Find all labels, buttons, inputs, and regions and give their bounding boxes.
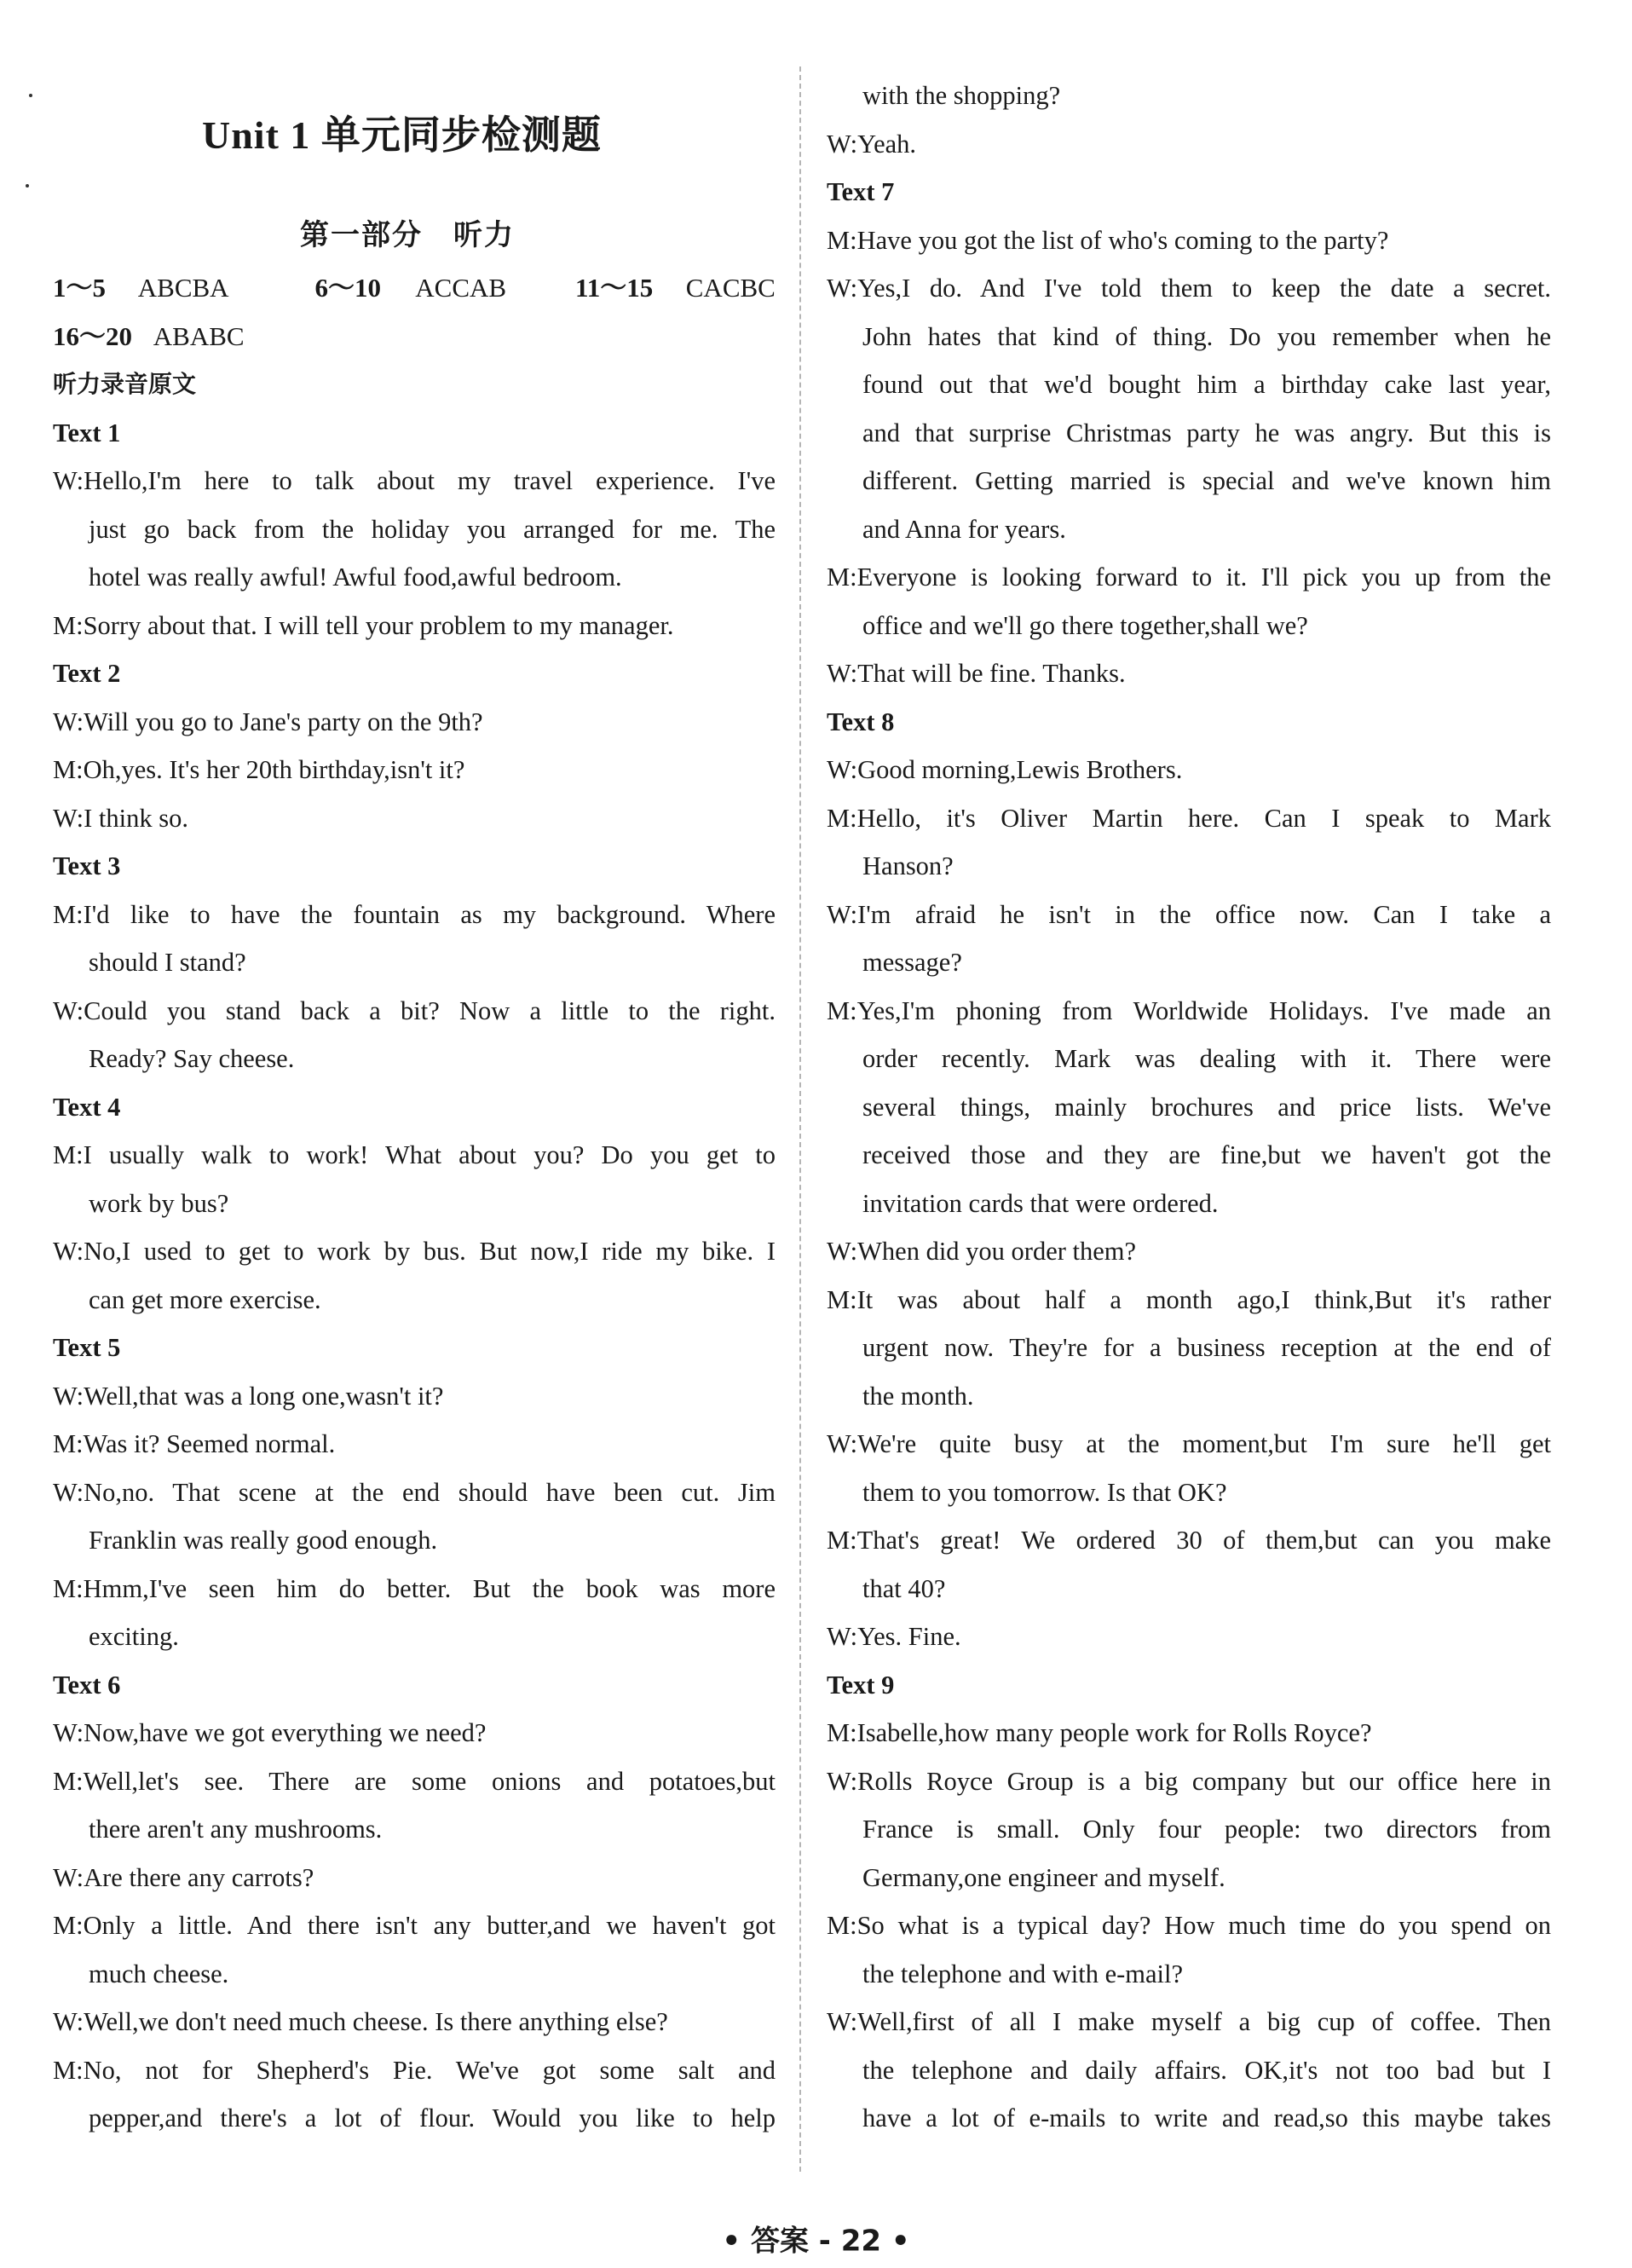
transcript-line: W:Will you go to Jane's party on the 9th?: [53, 707, 483, 736]
transcript-line: M:Oh,yes. It's her 20th birthday,isn't it?: [53, 755, 465, 784]
answer-value: ABCBA: [137, 273, 229, 303]
transcript-line: W:That will be fine. Thanks.: [827, 659, 1126, 688]
transcript-line: have a lot of e-mails to write and read,so this maybe takes: [862, 2104, 1551, 2132]
transcript-line: W:Now,have we got everything we need?: [53, 1718, 487, 1747]
answer-label: 6～10: [314, 273, 381, 303]
page-title: Unit 1 单元同步检测题: [202, 113, 602, 157]
answer-label: 11～15: [575, 273, 654, 303]
transcript-line: W:Good morning,Lewis Brothers.: [827, 755, 1183, 784]
right-transcript: [827, 72, 1551, 2143]
left-column: [53, 0, 776, 2199]
transcript-line: the month.: [862, 1381, 974, 1411]
transcript-line: much cheese.: [89, 1959, 229, 1988]
right-column: [827, 0, 1551, 2199]
transcript-line: should I stand?: [89, 948, 246, 977]
answer-row: [53, 264, 776, 313]
transcript-line: Hanson?: [862, 851, 954, 880]
answer-label: 16～20: [53, 320, 132, 351]
transcript-line: found out that we'd bought him a birthday cake last year,: [862, 370, 1551, 399]
transcript-line: M:It was about half a month ago,I think,But it's rather: [827, 1284, 1551, 1314]
transcript-line: invitation cards that were ordered.: [862, 1188, 1219, 1218]
transcript-line: W:Could you stand back a bit? Now a little to the right.: [53, 995, 776, 1025]
transcript-line: W:Well,we don't need much cheese. Is there anything else?: [53, 2007, 668, 2036]
transcript-line: W:Well,first of all I make myself a big cup of coffee. Then: [827, 2007, 1551, 2036]
transcript-line: several things, mainly brochures and price lists. We've: [862, 1092, 1551, 1122]
left-transcript: [53, 409, 776, 2143]
transcript-line: W:When did you order them?: [827, 1237, 1137, 1266]
transcript-line: received those and they are fine,but we haven't got the: [862, 1140, 1551, 1169]
answer-value: ABABC: [153, 320, 245, 351]
transcript-line: there aren't any mushrooms.: [89, 1815, 383, 1844]
transcript-line: message?: [862, 948, 962, 977]
transcript-line: that 40?: [862, 1573, 946, 1603]
transcript-line: just go back from the holiday you arranged for me. The: [89, 514, 776, 544]
transcript-line: Germany,one engineer and myself.: [862, 1862, 1225, 1892]
transcript-line: Franklin was really good enough.: [89, 1526, 438, 1555]
text-heading: Text 2: [53, 659, 121, 688]
transcript-line: office and we'll go there together,shall we?: [862, 610, 1308, 640]
transcript-line: W:Yes. Fine.: [827, 1622, 961, 1651]
transcript-line: France is small. Only four people: two directors from: [862, 1815, 1551, 1844]
transcript-line: M:Was it? Seemed normal.: [53, 1429, 336, 1458]
text-heading: Text 8: [827, 707, 895, 736]
text-heading: Text 6: [53, 1670, 121, 1700]
transcript-line: M:Hmm,I've seen him do better. But the book was more: [53, 1573, 776, 1603]
transcript-line: M:I'd like to have the fountain as my background. Where: [53, 899, 776, 929]
transcript-line: W:I'm afraid he isn't in the office now. Can I take a: [827, 899, 1551, 929]
answer-label: 1～5: [53, 273, 106, 303]
right-lines: [827, 72, 1551, 2143]
transcript-line: the telephone and daily affairs. OK,it's not too bad but I: [862, 2055, 1551, 2085]
transcript-line: M:Have you got the list of who's coming to the party?: [827, 225, 1389, 255]
transcript-line: W:We're quite busy at the moment,but I'm sure he'll get: [827, 1429, 1551, 1458]
text-heading: Text 4: [53, 1092, 121, 1122]
transcript-line: M:Yes,I'm phoning from Worldwide Holidays. I've made an: [827, 995, 1551, 1025]
text-heading: Text 1: [53, 418, 121, 447]
left-lines: [53, 264, 776, 2143]
transcript-line: pepper,and there's a lot of flour. Would you like to help: [89, 2104, 776, 2132]
transcript-line: W:No,no. That scene at the end should have been cut. Jim: [53, 1477, 776, 1507]
transcript-line: M:Sorry about that. I will tell your problem to my manager.: [53, 610, 674, 640]
transcript-line: M:No, not for Shepherd's Pie. We've got some salt and: [53, 2055, 776, 2085]
transcript-line: hotel was really awful! Awful food,awful bedroom.: [89, 563, 622, 592]
answer-value: ACCAB: [415, 273, 507, 303]
page-mark: [26, 184, 29, 188]
transcript-line: them to you tomorrow. Is that OK?: [862, 1477, 1227, 1507]
transcript-line: work by bus?: [89, 1188, 229, 1218]
transcript-line: W:Well,that was a long one,wasn't it?: [53, 1381, 444, 1411]
text-heading: Text 3: [53, 851, 121, 880]
transcript-line: W:Are there any carrots?: [53, 1862, 314, 1892]
page-number: • 答案 - 22 •: [722, 2224, 910, 2259]
transcript-heading: 听力录音原文: [53, 370, 197, 398]
transcript-line: W:Rolls Royce Group is a big company but our office here in: [827, 1766, 1551, 1796]
transcript-line: W:Yeah.: [827, 129, 917, 159]
transcript-line: W:Hello,I'm here to talk about my travel experience. I've: [53, 466, 776, 495]
transcript-line: M:Hello, it's Oliver Martin here. Can I speak to Mark: [827, 803, 1551, 833]
text-heading: Text 5: [53, 1333, 121, 1362]
transcript-line: W:I think so.: [53, 803, 188, 833]
transcript-line: exciting.: [89, 1622, 179, 1651]
transcript-line: different. Getting married is special and we've known him: [862, 466, 1551, 495]
transcript-line: W:No,I used to get to work by bus. But now,I ride my bike. I: [53, 1237, 776, 1266]
transcript-line: urgent now. They're for a business reception at the end of: [862, 1333, 1551, 1362]
page-mark: [29, 94, 32, 97]
transcript-line: Ready? Say cheese.: [89, 1044, 295, 1073]
transcript-line: W:Yes,I do. And I've told them to keep the date a secret.: [827, 274, 1551, 303]
transcript-line: can get more exercise.: [89, 1284, 321, 1314]
column-divider: [799, 66, 801, 2172]
transcript-line: M:Only a little. And there isn't any butter,and we haven't got: [53, 1911, 776, 1940]
transcript-line: with the shopping?: [862, 81, 1061, 110]
section-heading: 第一部分 听力: [300, 220, 515, 251]
answer-row: [53, 313, 776, 361]
transcript-line: and Anna for years.: [862, 514, 1066, 544]
transcript-line: M:Everyone is looking forward to it. I'll pick you up from the: [827, 563, 1551, 592]
text-heading: Text 7: [827, 177, 895, 206]
transcript-line: M:Isabelle,how many people work for Rolls Royce?: [827, 1718, 1372, 1747]
transcript-line: M:Well,let's see. There are some onions and potatoes,but: [53, 1766, 776, 1796]
transcript-line: M:I usually walk to work! What about you? Do you get to: [53, 1140, 776, 1169]
text-heading: Text 9: [827, 1670, 895, 1700]
transcript-line: John hates that kind of thing. Do you remember when he: [862, 321, 1551, 351]
transcript-line: M:So what is a typical day? How much time do you spend on: [827, 1911, 1551, 1940]
transcript-line: and that surprise Christmas party he was angry. But this is: [862, 418, 1551, 447]
answer-value: CACBC: [685, 273, 776, 303]
transcript-line: order recently. Mark was dealing with it. There were: [862, 1044, 1551, 1073]
transcript-line: M:That's great! We ordered 30 of them,but can you make: [827, 1526, 1551, 1555]
transcript-line: the telephone and with e-mail?: [862, 1959, 1184, 1988]
